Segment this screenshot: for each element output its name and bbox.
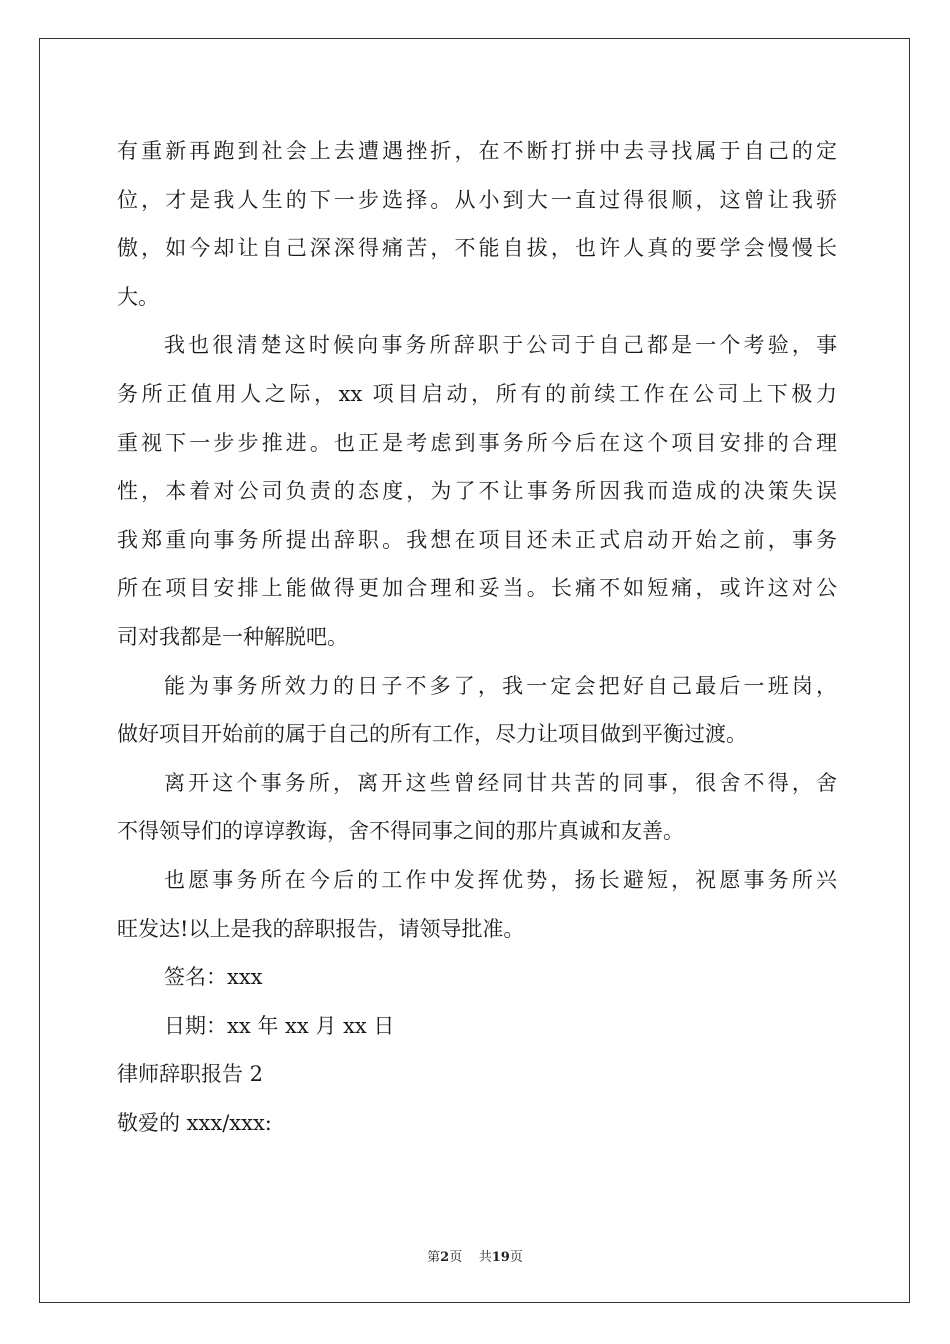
date-line <box>117 1002 837 1051</box>
signature-line <box>117 953 837 1002</box>
text-line: 签名：xxx <box>164 965 263 990</box>
text-line: 司对我都是一种解脱吧。 <box>117 624 348 649</box>
text-line: 能为事务所效力的日子不多了，我一定会把好自己最后一班岗， <box>164 673 837 698</box>
total-pages: 19 <box>491 1250 510 1265</box>
text-line: 傲，如今却让自己深深得痛苦，不能自拔，也许人真的要学会慢慢长 <box>117 236 837 261</box>
text-line: 我郑重向事务所提出辞职。我想在项目还未正式启动开始之前，事务 <box>117 527 837 552</box>
document-body <box>117 127 837 1147</box>
text-line: 位，才是我人生的下一步选择。从小到大一直过得很顺，这曾让我骄 <box>117 187 837 212</box>
text-line: 也愿事务所在今后的工作中发挥优势，扬长避短，祝愿事务所兴 <box>164 867 837 892</box>
text-line: 大。 <box>117 284 159 309</box>
paragraph <box>117 856 837 953</box>
page-footer <box>0 1246 950 1265</box>
paragraph <box>117 127 837 321</box>
paragraph <box>117 759 837 856</box>
text-line: 敬爱的 xxx/xxx: <box>117 1110 272 1135</box>
page-suffix: 页 <box>449 1250 463 1265</box>
page-number: 2 <box>440 1250 450 1265</box>
text-line: 我也很清楚这时候向事务所辞职于公司于自己都是一个考验，事 <box>164 333 837 358</box>
total-suffix: 页 <box>509 1250 523 1265</box>
page-prefix: 第 <box>427 1250 441 1265</box>
text-line: 做好项目开始前的属于自己的所有工作，尽力让项目做到平衡过渡。 <box>117 722 747 747</box>
text-line: 不得领导们的谆谆教诲，舍不得同事之间的那片真诚和友善。 <box>117 819 684 844</box>
salutation <box>117 1099 837 1148</box>
paragraph <box>117 662 837 759</box>
text-line: 所在项目安排上能做得更加合理和妥当。长痛不如短痛，或许这对公 <box>117 576 837 601</box>
total-prefix: 共 <box>478 1250 492 1265</box>
text-line: 重视下一步步推进。也正是考虑到事务所今后在这个项目安排的合理 <box>117 430 837 455</box>
text-line: 离开这个事务所，离开这些曾经同甘共苦的同事，很舍不得，舍 <box>164 770 837 795</box>
text-line: 性，本着对公司负责的态度，为了不让事务所因我而造成的决策失误 <box>117 479 837 504</box>
text-line: 日期：xx 年 xx 月 xx 日 <box>164 1013 395 1038</box>
section-title <box>117 1050 837 1099</box>
text-line: 务所正值用人之际，xx 项目启动，所有的前续工作在公司上下极力 <box>117 381 837 406</box>
text-line: 旺发达!以上是我的辞职报告，请领导批准。 <box>117 916 525 941</box>
text-line: 有重新再跑到社会上去遭遇挫折，在不断打拼中去寻找属于自己的定 <box>117 139 837 163</box>
text-line: 律师辞职报告 2 <box>117 1062 264 1087</box>
paragraph <box>117 321 837 661</box>
